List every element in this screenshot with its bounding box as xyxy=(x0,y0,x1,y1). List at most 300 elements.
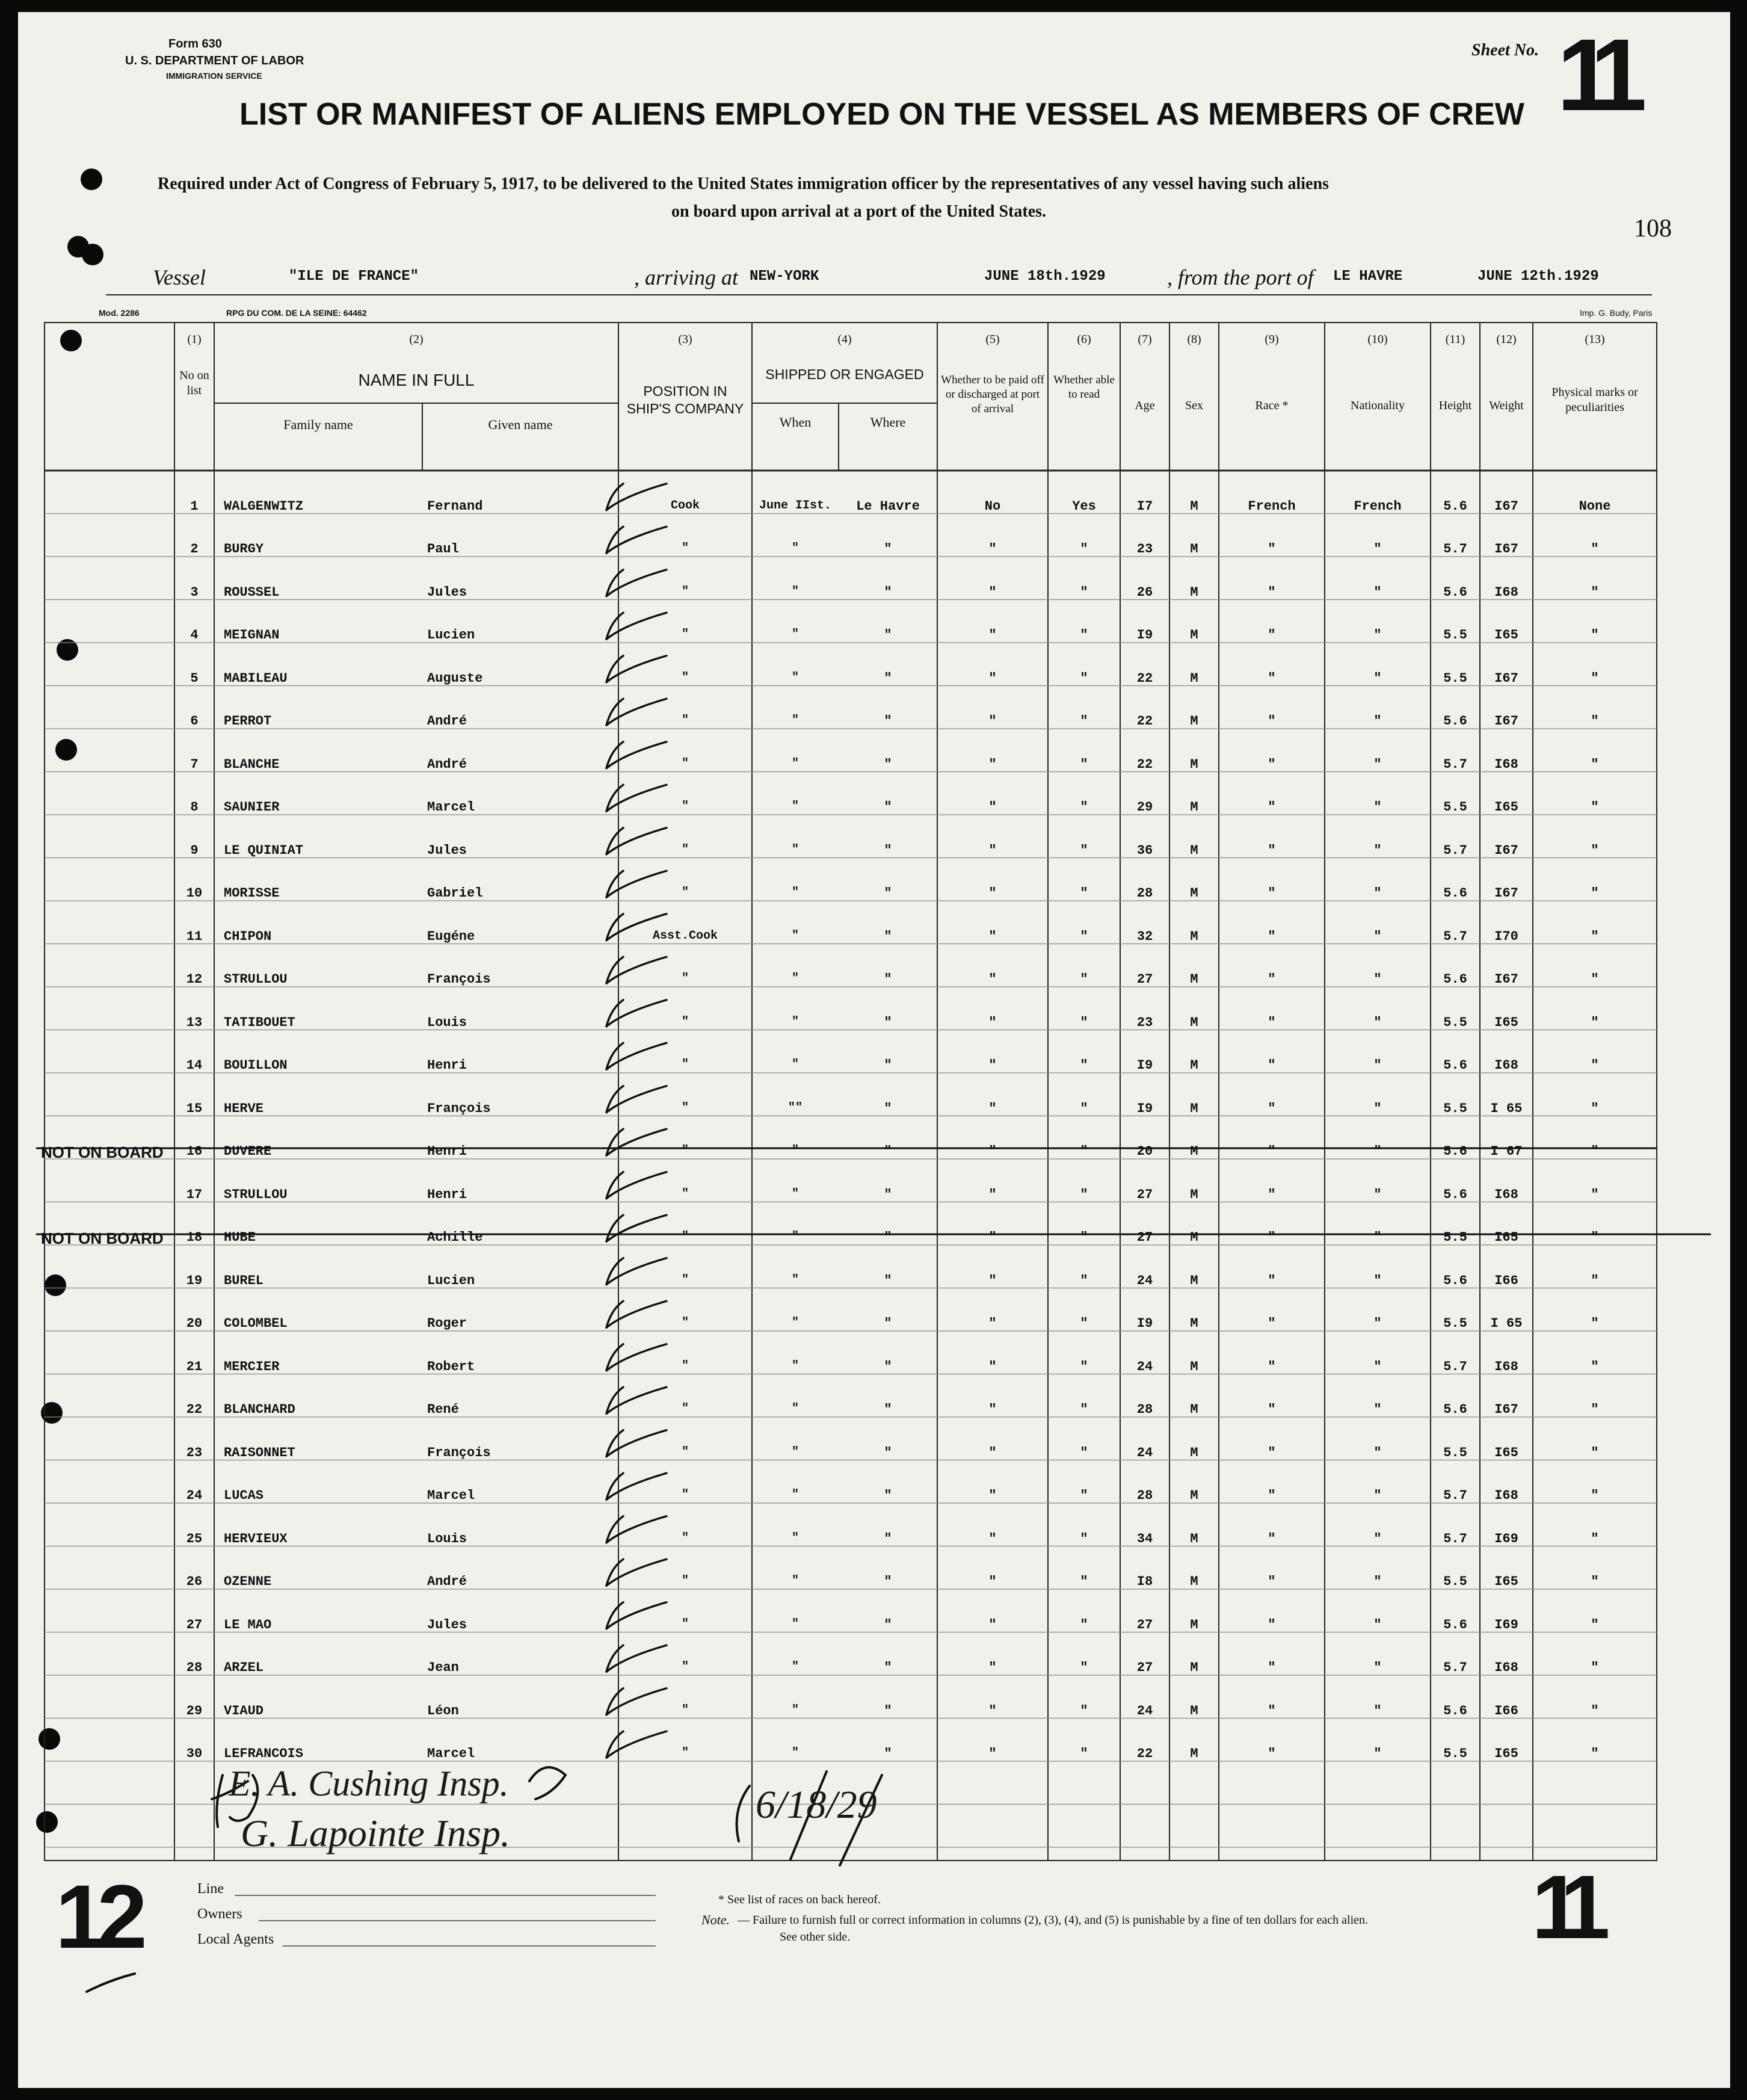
cell-shipped-where: " xyxy=(884,1402,892,1418)
cell-weight: I68 xyxy=(1494,756,1518,772)
cell-race: " xyxy=(1268,714,1276,729)
cell-shipped-when: " xyxy=(791,1703,799,1717)
cell-family-name: HUBE xyxy=(224,1230,256,1246)
cell-physical-marks: " xyxy=(1591,1058,1599,1073)
cell-shipped-where: " xyxy=(884,714,892,729)
cell-able-to-read: " xyxy=(1080,714,1088,729)
cell-age: 32 xyxy=(1136,928,1153,944)
cell-sex: M xyxy=(1190,1402,1198,1418)
cell-race: " xyxy=(1268,1531,1276,1546)
cell-given-name: Fernand xyxy=(427,498,483,514)
cell-race: " xyxy=(1268,1488,1276,1504)
cell-age: 27 xyxy=(1136,1617,1153,1632)
cell-position: " xyxy=(681,1316,689,1330)
col10-header: Nationality xyxy=(1351,399,1405,412)
cell-able-to-read: " xyxy=(1080,1359,1088,1374)
cell-shipped-where: " xyxy=(884,1703,892,1719)
from-port-label: , from the port of xyxy=(1167,265,1314,289)
cell-row-number: 2 xyxy=(190,542,199,557)
cell-age: 22 xyxy=(1136,670,1153,686)
cell-physical-marks: " xyxy=(1591,1402,1599,1418)
cell-row-number: 12 xyxy=(186,972,203,987)
cell-sex: M xyxy=(1190,542,1198,557)
cell-shipped-when: " xyxy=(791,800,799,814)
cell-weight: I68 xyxy=(1494,1359,1518,1374)
cell-age: I9 xyxy=(1136,1101,1153,1116)
cell-given-name: André xyxy=(427,714,467,729)
sheet-label: Sheet No. xyxy=(1471,41,1539,60)
cell-paid-off: " xyxy=(988,1531,997,1546)
cell-shipped-when: " xyxy=(791,1445,799,1459)
cell-able-to-read: " xyxy=(1080,1144,1088,1160)
cell-able-to-read: " xyxy=(1080,1187,1088,1202)
cell-shipped-where: " xyxy=(884,1660,892,1676)
cell-nationality: " xyxy=(1373,670,1382,686)
cell-position: " xyxy=(681,1660,689,1675)
cell-height: 5.7 xyxy=(1443,1660,1467,1676)
col4-header: SHIPPED OR ENGAGED xyxy=(765,366,924,382)
cell-paid-off: " xyxy=(988,670,997,686)
manifest-subtitle-line1: Required under Act of Congress of February 5, 1917, to be delivered to the United States immigration officer by the representatives of any vessel having such aliens xyxy=(158,174,1329,193)
cell-height: 5.6 xyxy=(1443,584,1467,600)
inspector-signature-2: G. Lapointe Insp. xyxy=(241,1812,510,1854)
cell-race: " xyxy=(1268,1144,1276,1160)
manifest-subtitle-line2: on board upon arrival at a port of the United States. xyxy=(671,202,1047,221)
cell-nationality: " xyxy=(1373,1746,1382,1762)
cell-physical-marks: " xyxy=(1591,1574,1599,1590)
cell-row-number: 8 xyxy=(190,800,199,815)
col3-header: POSITION IN SHIP'S COMPANY xyxy=(626,383,744,416)
cell-shipped-where: " xyxy=(884,1144,892,1160)
cell-nationality: " xyxy=(1373,1316,1382,1332)
cell-race: " xyxy=(1268,542,1276,557)
cell-nationality: " xyxy=(1373,972,1382,987)
col8-header: Sex xyxy=(1185,399,1203,412)
cell-race: " xyxy=(1268,1230,1276,1246)
service-name: IMMIGRATION SERVICE xyxy=(166,71,262,81)
cell-nationality: " xyxy=(1373,1101,1382,1116)
cell-nationality: " xyxy=(1373,1273,1382,1288)
cell-given-name: Gabriel xyxy=(427,886,483,901)
cell-height: 5.7 xyxy=(1443,756,1467,772)
cell-height: 5.6 xyxy=(1443,1144,1467,1160)
department-name: U. S. DEPARTMENT OF LABOR xyxy=(125,54,304,67)
cell-position: " xyxy=(681,800,689,814)
cell-weight: I68 xyxy=(1494,1187,1518,1202)
cell-height: 5.6 xyxy=(1443,1402,1467,1418)
cell-given-name: Jules xyxy=(427,1617,467,1632)
shipped-where-header: Where xyxy=(870,415,906,430)
cell-position: " xyxy=(681,1273,689,1287)
cell-height: 5.6 xyxy=(1443,972,1467,987)
cell-race: " xyxy=(1268,628,1276,643)
line-label: Line xyxy=(197,1881,224,1897)
cell-height: 5.5 xyxy=(1443,800,1467,815)
cell-race: " xyxy=(1268,1617,1276,1632)
mod-number: Mod. 2286 xyxy=(99,308,140,318)
cell-shipped-where: " xyxy=(884,1187,892,1202)
cell-nationality: " xyxy=(1373,1230,1382,1246)
cell-shipped-where: " xyxy=(884,1488,892,1504)
cell-shipped-where: " xyxy=(884,1445,892,1460)
cell-shipped-when: " xyxy=(791,1746,799,1761)
cell-position: " xyxy=(681,886,689,900)
cell-able-to-read: " xyxy=(1080,1230,1088,1246)
not-on-board-note: NOT ON BOARD xyxy=(41,1229,164,1248)
cell-position: " xyxy=(681,842,689,857)
cell-weight: I 65 xyxy=(1490,1316,1523,1332)
cell-shipped-when: " xyxy=(791,628,799,642)
cell-position: " xyxy=(681,1187,689,1201)
cell-row-number: 6 xyxy=(190,714,199,729)
cell-able-to-read: " xyxy=(1080,1273,1088,1288)
cell-sex: M xyxy=(1190,1316,1198,1332)
cell-shipped-when: " xyxy=(791,756,799,771)
cell-physical-marks: " xyxy=(1591,1316,1599,1332)
cell-able-to-read: " xyxy=(1080,1746,1088,1762)
cell-age: 26 xyxy=(1136,584,1153,600)
cell-height: 5.6 xyxy=(1443,1187,1467,1202)
cell-physical-marks: " xyxy=(1591,1488,1599,1504)
cell-shipped-when: "" xyxy=(787,1101,803,1115)
cell-shipped-when: " xyxy=(791,886,799,900)
cell-race: " xyxy=(1268,1402,1276,1418)
cell-weight: I 67 xyxy=(1490,1144,1523,1160)
cell-height: 5.7 xyxy=(1443,842,1467,858)
cell-nationality: " xyxy=(1373,886,1382,901)
family-name-header: Family name xyxy=(283,417,353,432)
note-label: Note. xyxy=(701,1912,730,1927)
signature-date: 6/18/29 xyxy=(756,1783,877,1827)
cell-row-number: 10 xyxy=(186,886,203,901)
cell-weight: I70 xyxy=(1494,928,1518,944)
cell-nationality: " xyxy=(1373,800,1382,815)
cell-paid-off: " xyxy=(988,1359,997,1374)
cell-race: " xyxy=(1268,800,1276,815)
cell-physical-marks: " xyxy=(1591,1273,1599,1288)
cell-age: I9 xyxy=(1136,1058,1153,1073)
cell-position: " xyxy=(681,1445,689,1459)
cell-row-number: 27 xyxy=(186,1617,203,1632)
cell-age: I9 xyxy=(1136,1316,1153,1332)
cell-nationality: " xyxy=(1373,1402,1382,1418)
cell-shipped-where: " xyxy=(884,972,892,987)
cell-family-name: LUCAS xyxy=(224,1488,264,1504)
cell-physical-marks: " xyxy=(1591,1445,1599,1460)
cell-height: 5.5 xyxy=(1443,1230,1467,1246)
cell-shipped-where: " xyxy=(884,1101,892,1116)
cell-height: 5.7 xyxy=(1443,542,1467,557)
cell-height: 5.5 xyxy=(1443,628,1467,643)
cell-physical-marks: " xyxy=(1591,800,1599,815)
cell-shipped-when: " xyxy=(791,670,799,685)
cell-race: " xyxy=(1268,1014,1276,1030)
cell-nationality: " xyxy=(1373,756,1382,772)
cell-row-number: 23 xyxy=(186,1445,203,1460)
cell-height: 5.6 xyxy=(1443,714,1467,729)
cell-shipped-when: " xyxy=(791,1316,799,1330)
cell-shipped-when: " xyxy=(791,972,799,986)
cell-shipped-when: " xyxy=(791,842,799,857)
cell-age: 28 xyxy=(1136,886,1153,901)
cell-paid-off: " xyxy=(988,800,997,815)
cell-nationality: " xyxy=(1373,1660,1382,1676)
cell-sex: M xyxy=(1190,1746,1198,1762)
cell-position: " xyxy=(681,584,689,599)
cell-physical-marks: " xyxy=(1591,972,1599,987)
cell-height: 5.5 xyxy=(1443,1101,1467,1116)
cell-family-name: TATIBOUET xyxy=(224,1014,295,1030)
cell-position: " xyxy=(681,1703,689,1717)
cell-family-name: PERROT xyxy=(224,714,272,729)
cell-row-number: 15 xyxy=(186,1101,203,1116)
cell-family-name: HERVE xyxy=(224,1101,264,1116)
cell-given-name: Louis xyxy=(427,1014,467,1030)
cell-family-name: BLANCHE xyxy=(224,756,280,772)
cell-physical-marks: " xyxy=(1591,756,1599,772)
cell-race: French xyxy=(1248,498,1296,514)
cell-paid-off: " xyxy=(988,1101,997,1116)
cell-sex: M xyxy=(1190,842,1198,858)
cell-weight: I 65 xyxy=(1490,1101,1523,1116)
cell-sex: M xyxy=(1190,1488,1198,1504)
cell-race: " xyxy=(1268,1101,1276,1116)
cell-sex: M xyxy=(1190,1187,1198,1202)
local-agents-label: Local Agents xyxy=(197,1932,274,1947)
cell-height: 5.6 xyxy=(1443,886,1467,901)
cell-given-name: Paul xyxy=(427,542,459,557)
cell-paid-off: " xyxy=(988,1617,997,1632)
cell-physical-marks: " xyxy=(1591,1746,1599,1762)
departure-port: LE HAVRE xyxy=(1333,268,1403,285)
cell-physical-marks: " xyxy=(1591,1187,1599,1202)
cell-family-name: DUVERE xyxy=(224,1144,272,1160)
cell-given-name: François xyxy=(427,972,491,987)
cell-paid-off: " xyxy=(988,542,997,557)
cell-nationality: French xyxy=(1354,498,1402,514)
cell-position: Asst.Cook xyxy=(652,928,718,943)
cell-shipped-when: " xyxy=(791,1488,799,1502)
col11-header: Height xyxy=(1438,399,1472,412)
cell-position: " xyxy=(681,628,689,642)
cell-able-to-read: Yes xyxy=(1072,498,1096,514)
cell-shipped-when: " xyxy=(791,542,799,556)
cell-given-name: Jean xyxy=(427,1660,459,1676)
cell-family-name: BUREL xyxy=(224,1273,264,1288)
cell-physical-marks: " xyxy=(1591,1359,1599,1374)
cell-able-to-read: " xyxy=(1080,1574,1088,1590)
col2-header: NAME IN FULL xyxy=(358,371,475,389)
cell-nationality: " xyxy=(1373,714,1382,729)
cell-paid-off: No xyxy=(984,498,1001,514)
cell-shipped-when: " xyxy=(791,1617,799,1631)
cell-given-name: André xyxy=(427,756,467,772)
printer-imprint: Imp. G. Budy, Paris xyxy=(1580,308,1653,318)
cell-given-name: Lucien xyxy=(427,628,475,643)
cell-row-number: 19 xyxy=(186,1273,203,1288)
cell-nationality: " xyxy=(1373,1574,1382,1590)
cell-shipped-when: " xyxy=(791,1660,799,1675)
cell-weight: I67 xyxy=(1494,714,1518,729)
cell-age: I7 xyxy=(1136,498,1153,514)
cell-able-to-read: " xyxy=(1080,1445,1088,1460)
cell-given-name: François xyxy=(427,1445,491,1460)
cell-shipped-where: " xyxy=(884,628,892,643)
cell-height: 5.5 xyxy=(1443,1316,1467,1332)
cell-family-name: BOUILLON xyxy=(224,1058,288,1073)
cell-family-name: WALGENWITZ xyxy=(224,498,304,514)
cell-paid-off: " xyxy=(988,1445,997,1460)
cell-nationality: " xyxy=(1373,542,1382,557)
cell-race: " xyxy=(1268,842,1276,858)
cell-paid-off: " xyxy=(988,714,997,729)
cell-paid-off: " xyxy=(988,1488,997,1504)
cell-weight: I65 xyxy=(1494,1445,1518,1460)
cell-shipped-where: " xyxy=(884,842,892,858)
cell-weight: I67 xyxy=(1494,670,1518,686)
cell-paid-off: " xyxy=(988,842,997,858)
cell-weight: I67 xyxy=(1494,498,1518,514)
cell-row-number: 20 xyxy=(186,1316,203,1332)
cell-row-number: 14 xyxy=(186,1058,203,1073)
cell-nationality: " xyxy=(1373,1359,1382,1374)
cell-able-to-read: " xyxy=(1080,1703,1088,1719)
cell-race: " xyxy=(1268,1746,1276,1762)
cell-given-name: Jules xyxy=(427,842,467,858)
cell-shipped-when: " xyxy=(791,584,799,599)
cell-family-name: MERCIER xyxy=(224,1359,280,1374)
cell-sex: M xyxy=(1190,714,1198,729)
vessel-label: Vessel xyxy=(153,265,206,289)
cell-physical-marks: " xyxy=(1591,1617,1599,1632)
cell-race: " xyxy=(1268,1316,1276,1332)
cell-shipped-where: Le Havre xyxy=(856,498,920,514)
cell-family-name: HERVIEUX xyxy=(224,1531,288,1546)
cell-shipped-where: " xyxy=(884,1617,892,1632)
cell-shipped-where: " xyxy=(884,1058,892,1073)
cell-row-number: 25 xyxy=(186,1531,203,1546)
cell-sex: M xyxy=(1190,628,1198,643)
cell-height: 5.7 xyxy=(1443,1488,1467,1504)
cell-family-name: LE QUINIAT xyxy=(224,842,304,858)
cell-weight: I68 xyxy=(1494,1660,1518,1676)
given-name-header: Given name xyxy=(488,417,553,432)
col7-header: Age xyxy=(1135,399,1155,412)
cell-row-number: 17 xyxy=(186,1187,203,1202)
cell-given-name: Marcel xyxy=(427,1746,475,1762)
cell-physical-marks: " xyxy=(1591,1144,1599,1160)
cell-sex: M xyxy=(1190,756,1198,772)
sheet-number: 11 xyxy=(1557,18,1629,132)
cell-family-name: BURGY xyxy=(224,542,264,557)
cell-given-name: Jules xyxy=(427,584,467,600)
cell-shipped-when: " xyxy=(791,1144,799,1158)
cell-shipped-where: " xyxy=(884,670,892,686)
cell-able-to-read: " xyxy=(1080,1617,1088,1632)
cell-given-name: Léon xyxy=(427,1703,459,1719)
cell-sex: M xyxy=(1190,1014,1198,1030)
cell-weight: I65 xyxy=(1494,628,1518,643)
cell-paid-off: " xyxy=(988,1187,997,1202)
cell-given-name: Roger xyxy=(427,1316,467,1332)
cell-family-name: SAUNIER xyxy=(224,800,280,815)
cell-family-name: CHIPON xyxy=(224,928,272,944)
cell-age: 34 xyxy=(1136,1531,1153,1546)
cell-given-name: Eugéne xyxy=(427,928,475,944)
cell-able-to-read: " xyxy=(1080,972,1088,987)
cell-shipped-where: " xyxy=(884,1746,892,1762)
cell-weight: I66 xyxy=(1494,1703,1518,1719)
cell-family-name: ROUSSEL xyxy=(224,584,280,600)
cell-shipped-when: " xyxy=(791,1574,799,1589)
cell-shipped-where: " xyxy=(884,1316,892,1332)
cell-paid-off: " xyxy=(988,928,997,944)
cell-height: 5.5 xyxy=(1443,1746,1467,1762)
col10-number: (10) xyxy=(1367,333,1388,346)
cell-age: 36 xyxy=(1136,842,1153,858)
col9-header: Race * xyxy=(1255,399,1289,412)
cell-nationality: " xyxy=(1373,584,1382,600)
cell-shipped-where: " xyxy=(884,542,892,557)
cell-nationality: " xyxy=(1373,1488,1382,1504)
col4-number: (4) xyxy=(837,333,852,346)
cell-height: 5.5 xyxy=(1443,1574,1467,1590)
cell-row-number: 29 xyxy=(186,1703,203,1719)
cell-shipped-where: " xyxy=(884,1014,892,1030)
cell-height: 5.5 xyxy=(1443,670,1467,686)
cell-given-name: François xyxy=(427,1101,491,1116)
cell-race: " xyxy=(1268,1273,1276,1288)
cell-able-to-read: " xyxy=(1080,928,1088,944)
cell-position: " xyxy=(681,1531,689,1545)
cell-race: " xyxy=(1268,1660,1276,1676)
cell-row-number: 28 xyxy=(186,1660,203,1676)
col6-header: Whether able to read xyxy=(1053,374,1115,401)
cell-able-to-read: " xyxy=(1080,1531,1088,1546)
col1-header: No on list xyxy=(179,369,209,397)
cell-paid-off: " xyxy=(988,1574,997,1590)
cell-age: I9 xyxy=(1136,628,1153,643)
cell-shipped-when: " xyxy=(791,1359,799,1373)
cell-able-to-read: " xyxy=(1080,1660,1088,1676)
cell-row-number: 4 xyxy=(190,628,199,643)
cell-height: 5.7 xyxy=(1443,1531,1467,1546)
cell-weight: I65 xyxy=(1494,800,1518,815)
cell-position: " xyxy=(681,1746,689,1761)
col13-header: Physical marks or peculiarities xyxy=(1551,386,1638,414)
cell-position: " xyxy=(681,1574,689,1589)
cell-physical-marks: " xyxy=(1591,928,1599,944)
cell-physical-marks: " xyxy=(1591,842,1599,858)
cell-weight: I65 xyxy=(1494,1230,1518,1246)
col5-number: (5) xyxy=(985,333,1000,346)
cell-age: 28 xyxy=(1136,1402,1153,1418)
cell-sex: M xyxy=(1190,1058,1198,1073)
cell-row-number: 21 xyxy=(186,1359,203,1374)
cell-sex: M xyxy=(1190,972,1198,987)
cell-paid-off: " xyxy=(988,972,997,987)
cell-shipped-when: " xyxy=(791,1014,799,1029)
cell-given-name: René xyxy=(427,1402,459,1418)
cell-physical-marks: " xyxy=(1591,886,1599,901)
cell-able-to-read: " xyxy=(1080,842,1088,858)
col6-number: (6) xyxy=(1077,333,1091,346)
cell-able-to-read: " xyxy=(1080,800,1088,815)
inspector-signature-1: E. A. Cushing Insp. xyxy=(229,1764,509,1803)
cell-position: " xyxy=(681,1014,689,1029)
cell-family-name: COLOMBEL xyxy=(224,1316,288,1332)
cell-paid-off: " xyxy=(988,1058,997,1073)
